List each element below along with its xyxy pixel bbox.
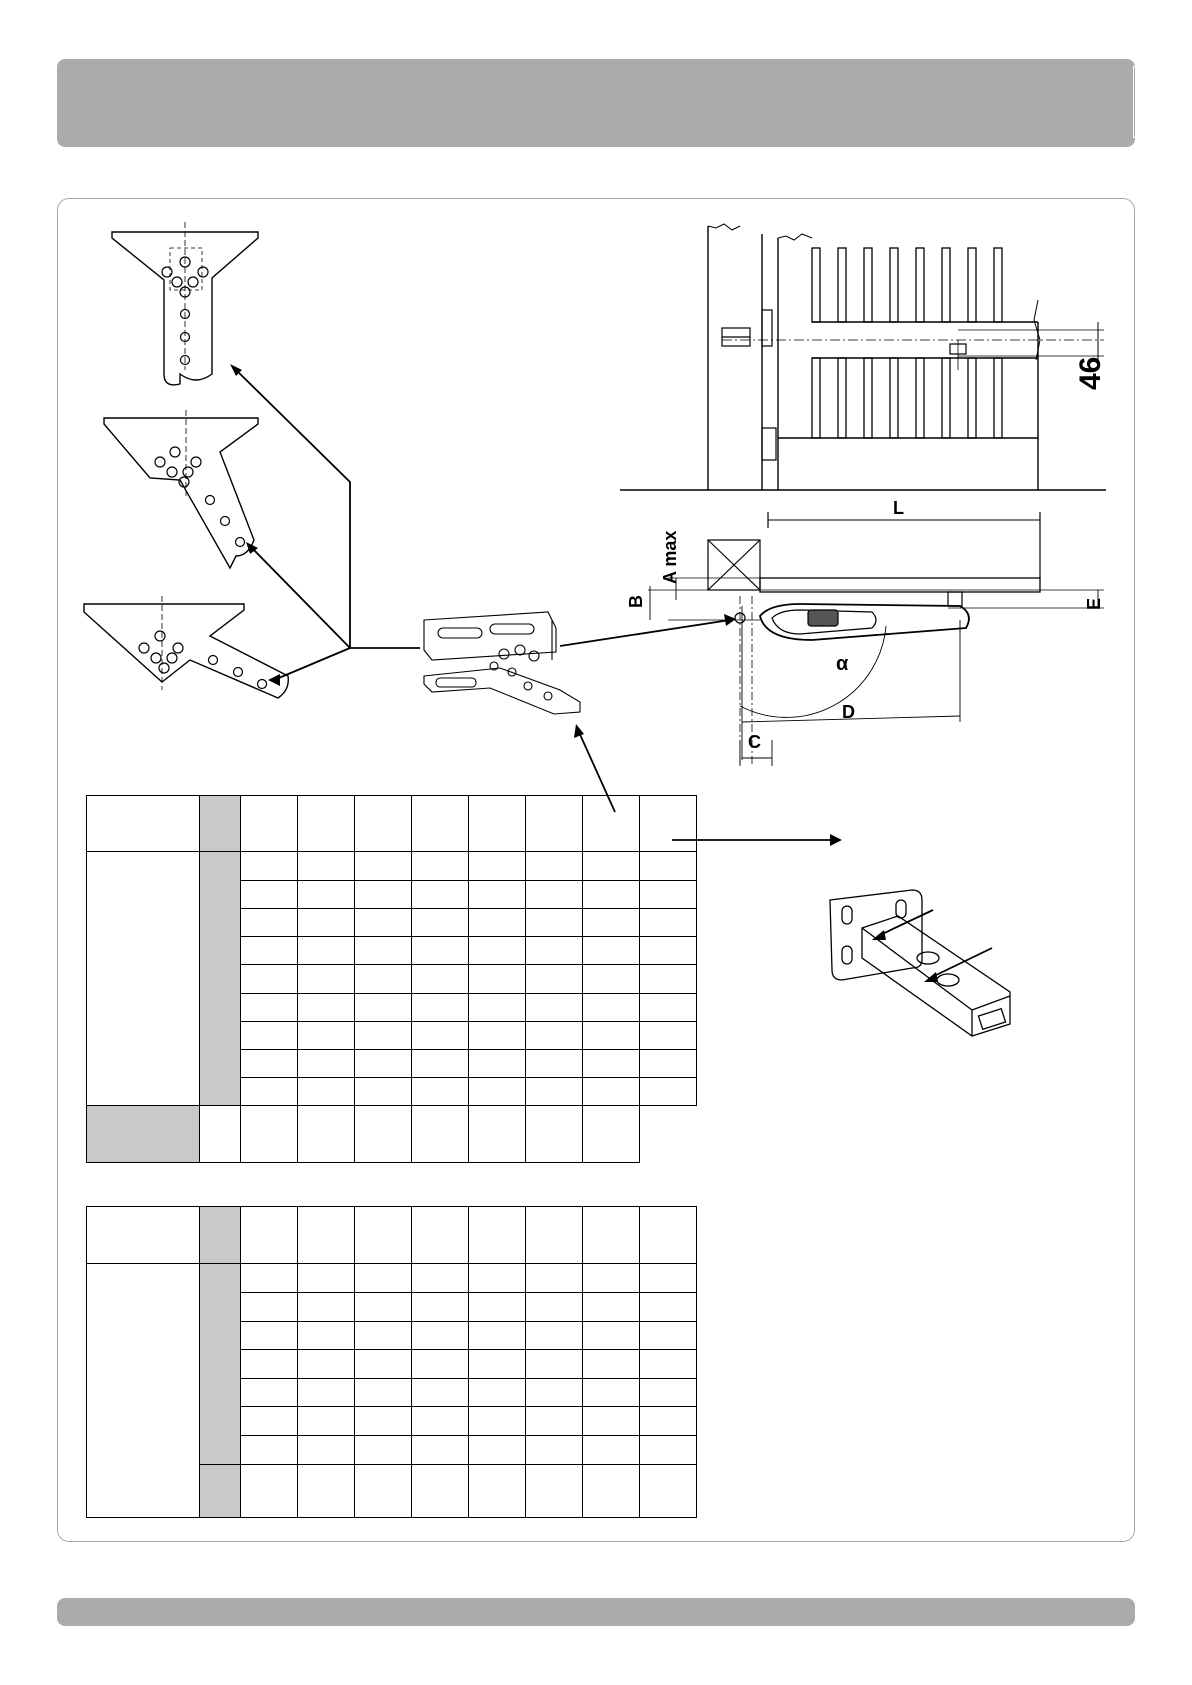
- dimension-table-2: [86, 1206, 697, 1518]
- dim-label-alpha: α: [836, 653, 849, 675]
- dim-label-e: E: [1084, 597, 1104, 610]
- dim-label-a-max: A max: [660, 530, 680, 584]
- gate-top-view: [648, 512, 1104, 766]
- dim-label-b: B: [626, 595, 646, 608]
- dim-label-height: 46: [1074, 356, 1107, 390]
- bracket-assembly: [424, 612, 580, 714]
- dim-label-l: L: [893, 498, 904, 518]
- bracket-variant-angled: [104, 410, 258, 568]
- bracket-variant-straight: [112, 222, 258, 385]
- table-header-grey: [200, 796, 241, 852]
- dimension-labels: [626, 357, 1107, 752]
- rear-bracket: [830, 890, 1010, 1036]
- bracket-variant-flat: [84, 596, 288, 698]
- dim-label-d: D: [842, 702, 855, 722]
- dim-label-c: C: [748, 732, 761, 752]
- gate-front-view: [620, 224, 1106, 490]
- table-header-label: [87, 796, 200, 852]
- table-row-label: [87, 852, 200, 1106]
- dimension-table-1: [86, 795, 697, 1163]
